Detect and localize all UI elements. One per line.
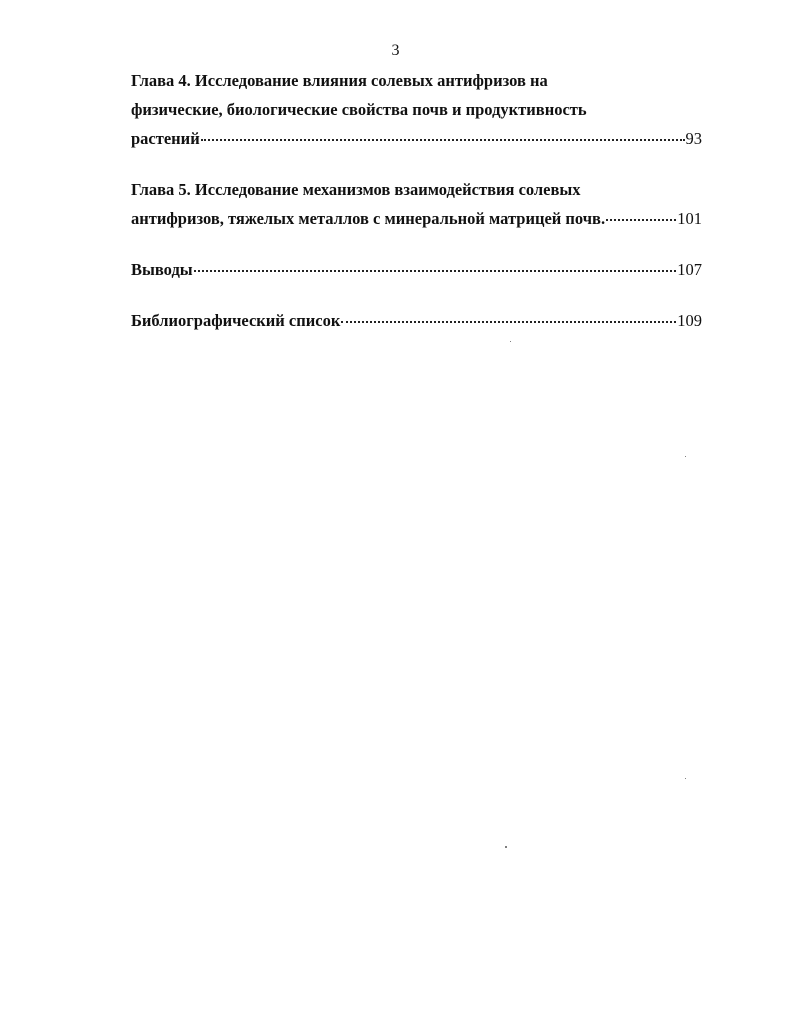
- dot-leader: [201, 139, 685, 141]
- toc-entry-line: Выводы: [131, 260, 193, 279]
- toc-entry-bibliography[interactable]: [131, 306, 702, 335]
- toc-page-ref: 93: [685, 129, 702, 148]
- toc-entry-chapter-4[interactable]: [131, 66, 702, 153]
- scan-speck: [505, 846, 507, 848]
- dot-leader: [341, 321, 676, 323]
- scan-speck: [685, 456, 686, 457]
- toc-entry-line: Библиографический список: [131, 311, 341, 330]
- toc-page-ref: 101: [677, 209, 702, 228]
- toc-page-ref: 109: [677, 311, 702, 330]
- scan-speck: [685, 778, 686, 779]
- toc-entry-line: растений: [131, 129, 200, 148]
- table-of-contents: [131, 66, 702, 335]
- toc-entry-line: Глава 4. Исследование влияния солевых антифризов на: [131, 71, 548, 90]
- toc-entry-conclusions[interactable]: [131, 255, 702, 284]
- scan-speck: [510, 341, 511, 342]
- toc-entry-line: Глава 5. Исследование механизмов взаимодействия солевых: [131, 180, 581, 199]
- page-number: 3: [391, 42, 400, 59]
- dot-leader: [606, 219, 676, 221]
- toc-page-ref: 107: [677, 260, 702, 279]
- toc-entry-line: физические, биологические свойства почв и продуктивность: [131, 100, 587, 119]
- toc-entry-line: антифризов, тяжелых металлов с минеральной матрицей почв.: [131, 209, 606, 228]
- toc-entry-chapter-5[interactable]: [131, 175, 702, 233]
- dot-leader: [194, 270, 677, 272]
